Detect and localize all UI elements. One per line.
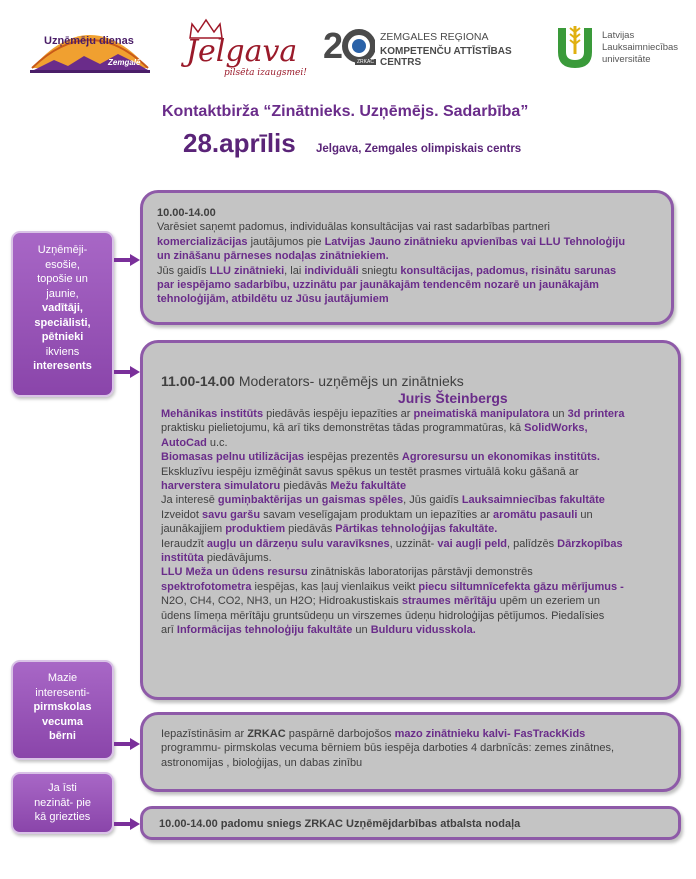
kids-box	[140, 712, 681, 792]
text-line: Biomasas pelnu utilizācijas iespējas prezentēs Agroresursu un ekonomikas institūts.	[161, 451, 600, 464]
jelgava-tagline: pilsēta izaugsmei!	[224, 68, 307, 78]
moderators-heading: 11.00-14.00 Moderators- uzņēmējs un zinātnieks	[161, 373, 464, 389]
sidebar-entrepreneurs	[11, 231, 114, 397]
side-line: Mazie	[47, 672, 78, 684]
arrow-icon	[114, 738, 140, 750]
side-line: vadītāji,	[42, 302, 83, 314]
sidebar-unsure	[11, 772, 114, 834]
zrkac-line2: KOMPETENČU ATTĪSTĪBAS CENTRS	[380, 46, 512, 68]
side-line: Ja īsti	[48, 782, 77, 794]
text-line: praktisku pielietojumu, kā arī tiks demonstrētas tādas programmatūras, kā SolidWorks,	[161, 422, 588, 435]
text-line: par iespējamo sadarbību, uzzinātu par jaunākajām tendencēm nozarē un jaunākajām	[157, 279, 599, 292]
llu-line2: Lauksaimniecības	[602, 42, 679, 53]
event-place: Jelgava, Zemgales olimpiskais centrs	[316, 143, 522, 155]
zrkac-line1: ZEMGALES REĢIONA	[380, 31, 489, 43]
side-line: interesenti-	[35, 686, 90, 699]
side-line: pētnieki	[41, 331, 84, 343]
text-line: un zināšanu pārneses nodaļas zinātniekiem.	[157, 250, 389, 263]
text-line: astronomijas , bioloģijas, un dabas zinību	[161, 756, 363, 769]
text-line: jaunākajjiem produktiem piedāvās Pārtikas tehnoloģijas fakultāte.	[161, 523, 498, 536]
llu-emblem-icon	[556, 24, 594, 70]
llu-line1: Latvijas	[602, 30, 635, 41]
text-line: ūdens līmeņa mērītāju gruntsūdeņu un virszemes ūdeņu hidroloģijas pētījumos. Piedalīsies	[161, 609, 605, 622]
consultations-box	[140, 190, 674, 325]
jelgava-name: Jelgava	[186, 34, 298, 69]
text-line: tehnoloģijām, atbildētu uz Jūsu jautājumiem	[157, 293, 389, 306]
side-line: bērni	[49, 730, 76, 742]
text-line: Varēsiet saņemt padomus, individuālas konsultācijas vai rast sadarbības partneri	[157, 221, 550, 234]
text-line: Ekskluzīvu iespēju izmēģināt savus spēkus un testēt prasmes virtuālā koku gāšanā ar	[161, 465, 579, 478]
arrow-icon	[114, 366, 140, 378]
text-line: institūta piedāvājums.	[161, 552, 272, 565]
sidebar-kids	[11, 660, 114, 760]
text-line: arī Informācijas tehnoloģiju fakultāte un Bulduru vidusskola.	[161, 624, 476, 637]
svg-text:2: 2	[323, 25, 344, 66]
text-line: AutoCad u.c.	[161, 436, 228, 449]
llu-logo	[556, 24, 686, 74]
arrow-icon	[114, 254, 140, 266]
event-date: 28.aprīlis	[183, 128, 296, 158]
text-line: N2O, CH4, CO2, NH3, un H2O; Hidroakustiskais straumes mērītāju upēm un ezeriem un	[161, 595, 600, 608]
side-line: Uzņēmēji-	[37, 244, 88, 256]
moderators-box	[140, 340, 681, 700]
side-line: esošie,	[45, 258, 80, 271]
zrkac-logo	[323, 24, 543, 68]
side-line: interesents	[33, 360, 92, 372]
support-text: 10.00-14.00 padomu sniegs ZRKAC Uzņēmējdarbības atbalsta nodaļa	[159, 818, 521, 830]
arrow-icon	[114, 818, 140, 830]
side-line: jaunie,	[46, 287, 79, 300]
text-line: Ieraudzīt augļu un dārzeņu sulu varavīksnes, uzzināt- vai augļi peld, palīdzēs Dārzkopības	[161, 537, 623, 550]
text-line: Jūs gaidīs LLU zinātnieki, lai individuāli sniegtu konsultācijas, padomus, risinātu sarunas	[157, 264, 617, 277]
side-line: topošie un	[37, 273, 88, 285]
side-line: vecuma	[42, 715, 83, 728]
text-line: programmu- pirmskolas vecuma bērniem būs iespēja darboties 4 darbnīcās: zemes zinātnes,	[161, 742, 615, 755]
uznemeju-dienas-text: Uzņēmēju dienas	[44, 35, 134, 47]
jelgava-logo	[172, 18, 312, 80]
text-line: Izveidot savu garšu savam veselīgajam produktam un iepazīties ar aromātu pasauli un	[161, 508, 593, 521]
text-line: Iepazīstināsim ar ZRKAC paspārnē darbojošos mazo zinātnieku kalvi- FasTrackKids	[161, 728, 586, 740]
event-title: Kontaktbirža “Zinātnieks. Uzņēmējs. Sadarbība”	[162, 103, 529, 120]
text-line: komercializācijas jautājumos pie Latvijas Jauno zinātnieku apvienības vai LLU Tehnoloģiju	[157, 235, 626, 248]
side-line: ikviens	[45, 345, 80, 358]
side-line: pirmskolas	[33, 701, 92, 713]
side-line: nezināt- pie	[34, 796, 91, 809]
text-line: LLU Meža un ūdens resursu zinātniskās laboratorijas pārstāvji demonstrēs	[161, 566, 533, 579]
support-box	[140, 806, 681, 840]
text-line: Mehānikas institūts piedāvās iespēju iepazīties ar pneimatiskā manipulatora un 3d printera	[161, 408, 625, 420]
llu-line3: universitāte	[602, 54, 651, 65]
text-line: spektrofotometra iespējas, kas ļauj vienlaikus veikt piecu siltumnīcefekta gāzu mērījumus -	[161, 580, 624, 593]
time-label: 10.00-14.00	[157, 207, 216, 219]
moderator-name: Juris Šteinbergs	[398, 390, 508, 406]
uznemeju-dienas-logo	[24, 20, 156, 80]
side-line: kā griezties	[34, 811, 91, 823]
zrkac-badge: ZRKAC	[357, 59, 374, 65]
text-line: harverstera simulatoru piedāvās Mežu fakultāte	[161, 480, 407, 493]
text-line: Ja interesē gumiņbaktērijas un gaismas spēles, Jūs gaidīs Lauksaimniecības fakultāte	[161, 494, 605, 507]
side-line: speciālisti,	[34, 316, 91, 329]
zemgale-text: Zemgalē	[108, 58, 141, 67]
